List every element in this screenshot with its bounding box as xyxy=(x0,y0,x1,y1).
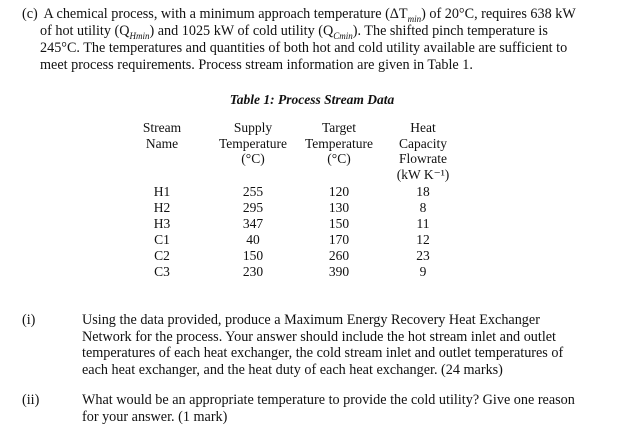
cell-target: 120 xyxy=(328,184,350,199)
target-cells xyxy=(296,184,382,280)
cell-supply: 347 xyxy=(242,216,264,231)
cell-supply: 230 xyxy=(242,264,264,279)
cell-supply: 295 xyxy=(242,200,264,215)
cell-cp: 11 xyxy=(416,216,430,231)
cell-name: C3 xyxy=(154,264,170,279)
column-supply-temperature xyxy=(210,120,296,279)
header-heat-capacity: Heat Capacity Flowrate (kW K⁻¹) xyxy=(396,120,450,182)
cell-name: C1 xyxy=(154,232,170,247)
cell-supply: 150 xyxy=(242,248,264,263)
question-number: (ii) xyxy=(22,392,40,408)
cell-target: 390 xyxy=(328,264,350,279)
cell-supply: 40 xyxy=(246,232,260,247)
supply-cells xyxy=(210,184,296,280)
intro-line-2: of hot utility $(Q_{Hmin})$ and 1025 kW of cold utility $(Q_{Cmin})$. The shifted pinch temperature is xyxy=(40,23,548,41)
cell-cp: 9 xyxy=(419,264,427,279)
question-intro xyxy=(22,6,612,74)
cell-name: H2 xyxy=(153,200,171,215)
intro-line-1: (c) A chemical process, with a minimum approach temperature $(\Delta T_{min})$ of 20°C, requires 638 kW xyxy=(22,6,576,24)
header-supply: Supply Temperature (°C) xyxy=(218,120,287,166)
question-text: Using the data provided, produce a Maximum Energy Recovery Heat Exchanger Network for the process. Your answer should include the hot stream inlet and outlet temperatures of each heat exchanger, the cold stream inlet and outlet temperatures of each heat exchanger, and the heat duty of each heat exchanger. (24 marks) xyxy=(82,312,564,378)
cell-target: 130 xyxy=(328,200,350,215)
cell-cp: 18 xyxy=(416,184,430,199)
intro-line-4: meet process requirements. Process stream information are given in Table 1. xyxy=(40,57,473,73)
cell-cp: 12 xyxy=(416,232,430,247)
table-caption: Table 1: Process Stream Data xyxy=(229,92,395,107)
cell-target: 260 xyxy=(328,248,350,263)
part-label: (c) xyxy=(22,6,38,22)
cell-name: H1 xyxy=(153,184,171,199)
heat-capacity-cells xyxy=(392,184,454,280)
stream-name-cells xyxy=(140,184,184,280)
column-target-temperature xyxy=(296,120,382,279)
cell-target: 150 xyxy=(328,216,350,231)
question-text: What would be an appropriate temperature to provide the cold utility? Give one reason for your answer. (1 mark) xyxy=(82,392,575,425)
header-target: Target Temperature (°C) xyxy=(304,120,373,166)
cell-name: H3 xyxy=(153,216,171,231)
question-number: (i) xyxy=(22,312,36,328)
column-stream-name xyxy=(140,120,184,279)
cell-supply: 255 xyxy=(242,184,264,199)
column-heat-capacity-flowrate xyxy=(392,120,454,279)
header-stream: Stream Name xyxy=(142,120,182,151)
cell-cp: 23 xyxy=(416,248,430,263)
cell-cp: 8 xyxy=(419,200,427,215)
intro-line-3: 245°C. The temperatures and quantities of both hot and cold utility available are sufficient to xyxy=(40,40,568,56)
cell-target: 170 xyxy=(328,232,350,247)
cell-name: C2 xyxy=(154,248,170,263)
